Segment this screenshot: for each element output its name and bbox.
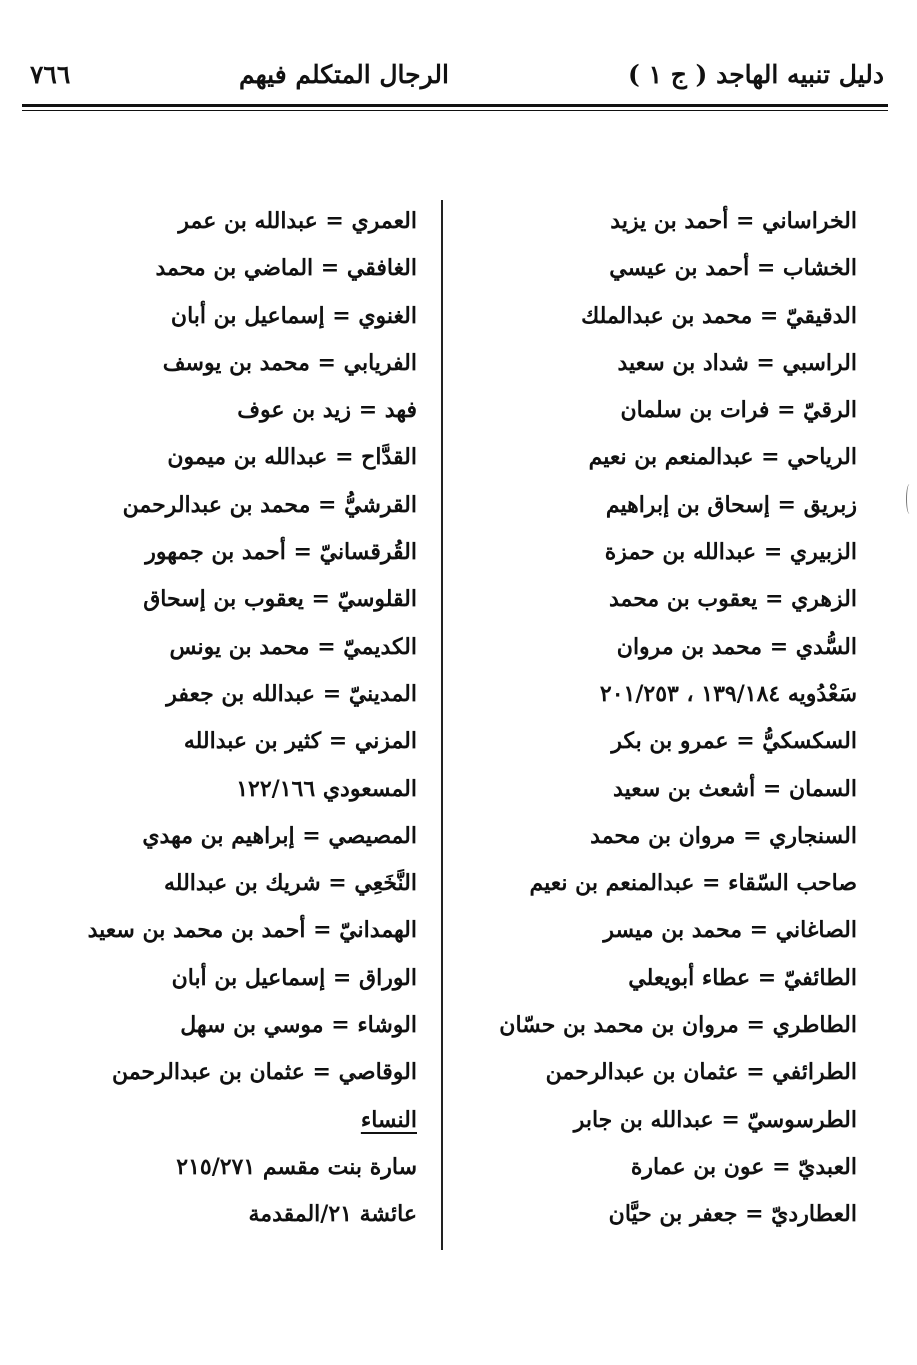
list-item: الصاغاني = محمد بن ميسر	[603, 917, 857, 944]
list-item: النَّخَعِي = شريك بن عبدالله	[164, 870, 417, 897]
list-item: صاحب السّقاء = عبدالمنعم بن نعيم	[529, 870, 857, 897]
list-item: القلوسيّ = يعقوب بن إسحاق	[143, 586, 417, 613]
women-heading-text: النساء	[360, 1106, 417, 1133]
list-item: المصيصي = إبراهيم بن مهدي	[142, 822, 417, 849]
list-item: الراسبي = شداد بن سعيد	[617, 349, 857, 376]
list-item: زبريق = إسحاق بن إبراهيم	[605, 491, 857, 518]
list-item: القُرقسانيّ = أحمد بن جمهور	[145, 539, 417, 566]
list-item: الزبيري = عبدالله بن حمزة	[604, 539, 857, 566]
book-title: دليل تنبيه الهاجد ( ج ١ )	[628, 60, 884, 89]
list-item: السمان = أشعث بن سعيد	[613, 775, 857, 802]
list-item: العطارديّ = جعفر بن حيَّان	[608, 1201, 857, 1228]
list-item: الغنوي = إسماعيل بن أبان	[170, 302, 417, 329]
women-section-heading	[117, 1097, 417, 1144]
list-item: القرشيُّ = محمد بن عبدالرحمن	[122, 491, 417, 518]
list-item: الوشاء = موسي بن سهل	[180, 1012, 417, 1039]
list-item: سَعْدُويه ١٣٩/١٨٤ ، ٢٠١/٢٥٣	[599, 680, 857, 707]
list-item: الوقاصي = عثمان بن عبدالرحمن	[111, 1059, 417, 1086]
list-item: الدقيقيّ = محمد بن عبدالملك	[581, 302, 857, 329]
list-item: الطرسوسيّ = عبدالله بن جابر	[573, 1106, 857, 1133]
list-item: المدينيّ = عبدالله بن جعفر	[166, 680, 417, 707]
list-item: السنجاري = مروان بن محمد	[590, 822, 857, 849]
list-item: السُّدي = محمد بن مروان	[616, 633, 857, 660]
list-item: فهد = زيد بن عوف	[237, 397, 417, 424]
list-item: الرياحي = عبدالمنعم بن نعيم	[588, 444, 857, 471]
list-item: السكسكيُّ = عمرو بن بكر	[611, 728, 857, 755]
column-divider	[441, 200, 443, 1250]
list-item: الكديميّ = محمد بن يونس	[169, 633, 417, 660]
list-item: الغافقي = الماضي بن محمد	[155, 255, 417, 282]
list-item: العمري = عبدالله بن عمر	[178, 208, 417, 234]
header-rule-thin	[22, 110, 888, 111]
list-item: الرقيّ = فرات بن سلمان	[620, 397, 857, 424]
page-header	[24, 60, 884, 100]
section-title: الرجال المتكلم فيهم	[239, 60, 449, 89]
page-number: ٧٦٦	[30, 60, 71, 89]
margin-mark	[906, 484, 913, 514]
list-item: الطائفيّ = عطاء أبويعلي	[628, 964, 857, 991]
list-item: الفريابي = محمد بن يوسف	[162, 349, 417, 376]
right-column	[499, 198, 857, 1239]
list-item: الخراساني = أحمد بن يزيد	[610, 208, 857, 234]
list-item: الهمدانيّ = أحمد بن محمد بن سعيد	[87, 917, 417, 944]
list-item: الخشاب = أحمد بن عيسي	[609, 255, 857, 282]
list-item: عائشة ٢١/المقدمة	[248, 1201, 417, 1228]
list-item: العبديّ = عون بن عمارة	[630, 1153, 857, 1180]
list-item: المزني = كثير بن عبدالله	[183, 728, 417, 755]
left-column	[87, 198, 417, 1239]
list-item: المسعودي ١٢٢/١٦٦	[236, 775, 417, 802]
header-rule-thick	[22, 104, 888, 107]
list-item: الطرائفي = عثمان بن عبدالرحمن	[545, 1059, 857, 1086]
list-item: القدَّاح = عبدالله بن ميمون	[167, 444, 417, 471]
list-item: الوراق = إسماعيل بن أبان	[171, 964, 417, 991]
list-item: الطاطري = مروان بن محمد بن حسّان	[499, 1012, 857, 1039]
list-item: سارة بنت مقسم ٢١٥/٢٧١	[176, 1153, 417, 1180]
list-item: الزهري = يعقوب بن محمد	[608, 586, 857, 613]
